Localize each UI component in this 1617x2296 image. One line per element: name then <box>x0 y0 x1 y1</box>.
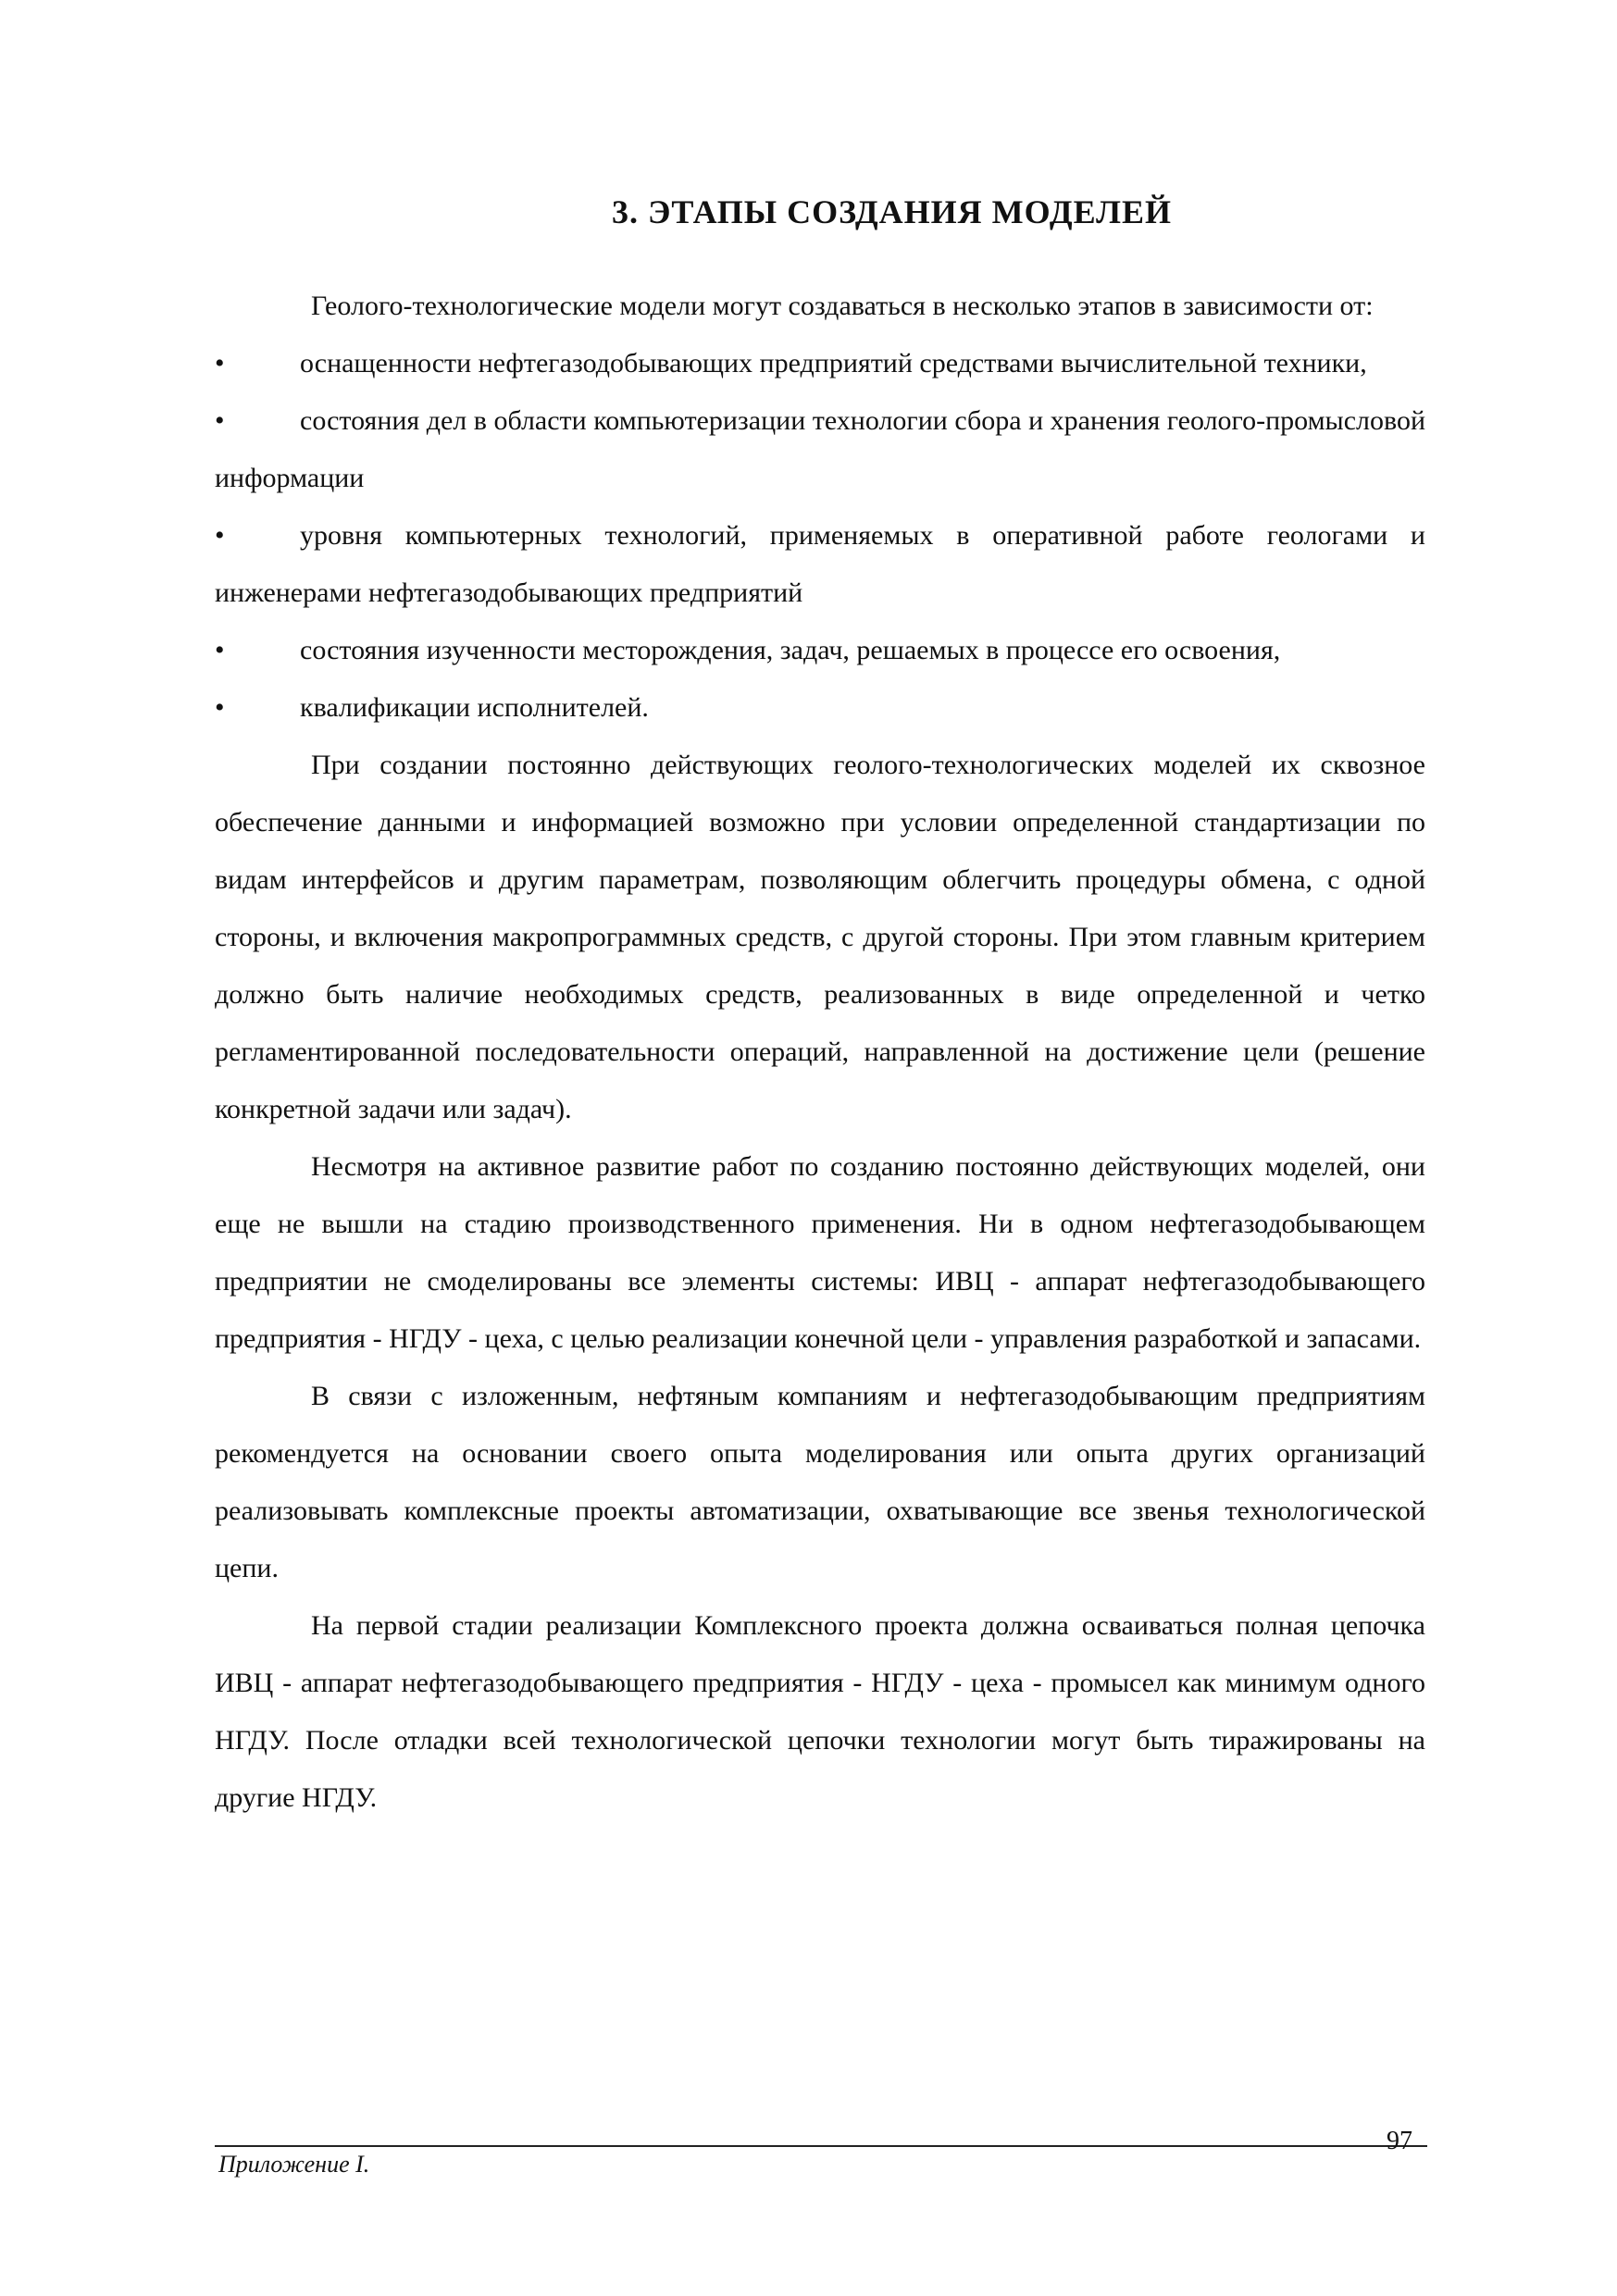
bullet-item <box>215 679 1425 737</box>
bullet-icon: • <box>215 635 225 665</box>
body-text <box>215 278 1425 1827</box>
bullet-item <box>215 622 1425 679</box>
footer-label: Приложение I. <box>218 2151 370 2178</box>
paragraph: На первой стадии реализации Комплексного проекта должна осваиваться полная цепочка ИВЦ - аппарат нефтегазодобывающего предприятия - НГДУ - цеха - промысел как минимум одного НГДУ. После отладки всей технологической цепочки технологии могут быть тиражированы на другие НГДУ. <box>215 1610 1425 1813</box>
page-title: 3. ЭТАПЫ СОЗДАНИЯ МОДЕЛЕЙ <box>612 193 1172 230</box>
bullet-text: состояния изученности месторождения, задач, решаемых в процессе его освоения, <box>300 635 1281 665</box>
bullet-item <box>215 507 1425 622</box>
paragraph: В связи с изложенным, нефтяным компаниям и нефтегазодобывающим предприятиям рекомендуется на основании своего опыта моделирования или опыта других организаций реализовывать комплексные проекты автоматизации, охватывающие все звенья технологической цепи. <box>215 1381 1425 1583</box>
bullet-item <box>215 335 1425 392</box>
bullet-item <box>215 392 1425 507</box>
bullet-text: квалификации исполнителей. <box>300 692 649 723</box>
intro-paragraph: Геолого-технологические модели могут создаваться в несколько этапов в зависимости от: <box>311 291 1374 321</box>
page-number: 97 <box>1387 2127 1412 2155</box>
footer-rule <box>215 2145 1427 2147</box>
bullet-icon: • <box>215 348 225 379</box>
bullet-icon: • <box>215 692 225 723</box>
paragraph: При создании постоянно действующих геолого-технологических моделей их сквозное обеспечение данными и информацией возможно при условии определенной стандартизации по видам интерфейсов и другим параметрам, позволяющим облегчить процедуры обмена, с одной стороны, и включения макропрограммных средств, с другой стороны. При этом главным критерием должно быть наличие необходимых средств, реализованных в виде определенной и четко регламентированной последовательности операций, направленной на достижение цели (решение конкретной задачи или задач). <box>215 750 1425 1124</box>
paragraph: Несмотря на активное развитие работ по созданию постоянно действующих моделей, они еще не вышли на стадию производственного применения. Ни в одном нефтегазодобывающем предприятии не смоделированы все элементы системы: ИВЦ - аппарат нефтегазодобывающего предприятия - НГДУ - цеха, с целью реализации конечной цели - управления разработкой и запасами. <box>215 1151 1425 1354</box>
bullet-icon: • <box>215 405 225 436</box>
bullet-text: уровня компьютерных технологий, применяемых в оперативной работе геологами и инженерами нефтегазодобывающих предприятий <box>215 520 1425 608</box>
bullet-text: оснащенности нефтегазодобывающих предприятий средствами вычислительной техники, <box>300 348 1367 379</box>
bullet-text: состояния дел в области компьютеризации технологии сбора и хранения геолого-промысловой информации <box>215 405 1426 493</box>
bullet-icon: • <box>215 520 225 551</box>
